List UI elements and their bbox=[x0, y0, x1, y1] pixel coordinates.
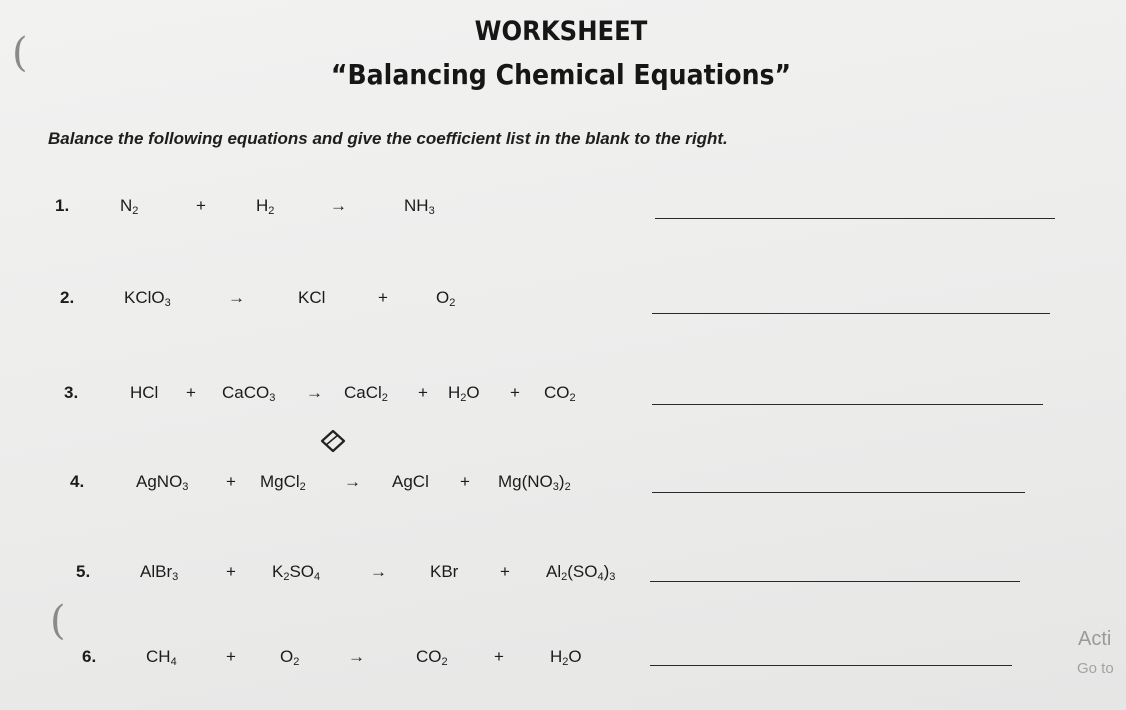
chemical-formula: $Mg(NO_3)_2$ bbox=[498, 472, 571, 493]
chemical-formula: KCl bbox=[298, 288, 326, 307]
equation-number: 1. bbox=[55, 196, 70, 215]
plus-sign: + bbox=[226, 472, 236, 491]
equation-number: 4. bbox=[70, 472, 85, 491]
chemical-formula: $NH_3$ bbox=[404, 196, 435, 217]
coefficient-answer-blank[interactable] bbox=[655, 218, 1055, 219]
reaction-arrow: → bbox=[344, 472, 361, 491]
chemical-formula: AgNO$_3$ bbox=[136, 472, 189, 493]
equation-number: 6. bbox=[82, 647, 97, 666]
chemical-formula: KBr bbox=[430, 562, 459, 581]
plus-sign: + bbox=[510, 383, 520, 402]
chemical-formula: CaCl$_2$ bbox=[344, 383, 388, 404]
pencil-bracket-mark: ( bbox=[12, 30, 28, 76]
coefficient-answer-blank[interactable] bbox=[652, 492, 1025, 493]
chemical-formula: $O_2$ bbox=[280, 647, 300, 668]
chemical-formula: $Al_2(SO_4)_3$ bbox=[546, 562, 616, 583]
plus-sign: + bbox=[378, 288, 388, 307]
eraser-cursor-icon bbox=[318, 428, 348, 454]
plus-sign: + bbox=[494, 647, 504, 666]
chemical-formula: AgCl bbox=[392, 472, 429, 491]
activation-watermark: Acti bbox=[1078, 628, 1112, 650]
chemical-formula: $H_2$ bbox=[256, 196, 275, 217]
coefficient-answer-blank[interactable] bbox=[652, 404, 1043, 405]
chemical-formula: $CH_4$ bbox=[146, 647, 177, 668]
equation-row-5 bbox=[0, 562, 1126, 602]
plus-sign: + bbox=[226, 647, 236, 666]
chemical-formula: HCl bbox=[130, 383, 159, 402]
chemical-formula: AlBr$_3$ bbox=[140, 562, 179, 583]
coefficient-answer-blank[interactable] bbox=[650, 581, 1020, 582]
equation-number: 5. bbox=[76, 562, 91, 581]
equation-number: 3. bbox=[64, 383, 79, 402]
equation-row-2 bbox=[0, 288, 1126, 328]
pencil-bracket-mark: ( bbox=[50, 598, 66, 644]
coefficient-answer-blank[interactable] bbox=[652, 313, 1050, 314]
equation-row-6 bbox=[0, 647, 1126, 687]
equation-row-1 bbox=[0, 196, 1126, 236]
chemical-formula: $CO_2$ bbox=[544, 383, 576, 404]
chemical-formula: $N_2$ bbox=[120, 196, 139, 217]
equation-number: 2. bbox=[60, 288, 75, 307]
chemical-formula: KClO$_3$ bbox=[124, 288, 171, 309]
reaction-arrow: → bbox=[348, 647, 365, 666]
chemical-formula: $K_2SO_4$ bbox=[272, 562, 321, 583]
reaction-arrow: → bbox=[306, 383, 323, 402]
instructions: Balance the following equations and give the coefficient list in the blank to the right. bbox=[48, 129, 728, 148]
plus-sign: + bbox=[418, 383, 428, 402]
chemical-formula: $H_2O$ bbox=[550, 647, 582, 668]
reaction-arrow: → bbox=[228, 288, 245, 307]
plus-sign: + bbox=[500, 562, 510, 581]
plus-sign: + bbox=[226, 562, 236, 581]
chemical-formula: $O_2$ bbox=[436, 288, 456, 309]
chemical-formula: $CO_2$ bbox=[416, 647, 448, 668]
plus-sign: + bbox=[196, 196, 206, 215]
worksheet-title: WORKSHEET bbox=[474, 16, 648, 47]
chemical-formula: CaCO$_3$ bbox=[222, 383, 276, 404]
plus-sign: + bbox=[186, 383, 196, 402]
chemical-formula: $H_2O$ bbox=[448, 383, 480, 404]
worksheet-subtitle: “Balancing Chemical Equations” bbox=[330, 58, 792, 91]
equation-row-3 bbox=[0, 383, 1126, 423]
chemical-formula: MgCl$_2$ bbox=[260, 472, 306, 493]
reaction-arrow: → bbox=[330, 196, 347, 215]
activation-watermark-subtext: Go to bbox=[1077, 660, 1114, 677]
coefficient-answer-blank[interactable] bbox=[650, 665, 1012, 666]
reaction-arrow: → bbox=[370, 562, 387, 581]
plus-sign: + bbox=[460, 472, 470, 491]
